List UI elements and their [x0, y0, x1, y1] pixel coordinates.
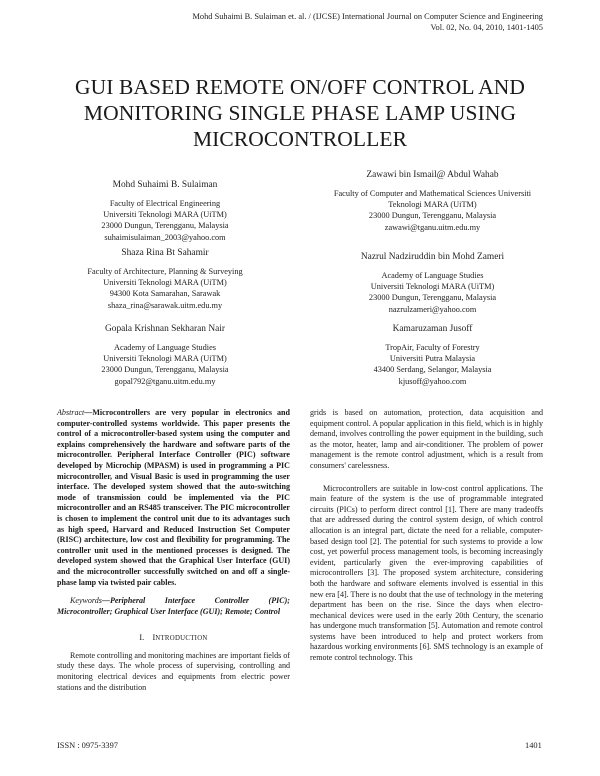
- page-number: 1401: [525, 741, 542, 750]
- author-affiliation: Teknologi MARA (UiTM): [388, 200, 477, 210]
- author-affiliation: Faculty of Electrical Engineering: [109, 199, 221, 208]
- footer-issn: ISSN : 0975-3397: [57, 741, 118, 750]
- author-affiliation: Universiti Teknologi MARA (UiTM): [103, 210, 227, 220]
- author-name: Mohd Suhaimi B. Sulaiman: [112, 180, 218, 190]
- author-name: Kamaruzaman Jusoff: [392, 324, 473, 334]
- abstract: [57, 408, 290, 588]
- author-address: 43400 Serdang, Selangor, Malaysia: [373, 365, 492, 375]
- section-title-rest: NTRODUCTION: [155, 635, 208, 643]
- keywords-text: Peripheral Interface Controller (PIC); Microcontroller; Graphical User Interface (GUI); Remote; Control: [57, 596, 290, 616]
- author-affiliation: Faculty of Computer and Mathematical Sciences Universiti: [333, 189, 532, 198]
- section-heading-introduction: [57, 633, 290, 645]
- author-name: Zawawi bin Ismail@ Abdul Wahab: [366, 170, 499, 180]
- left-column: [57, 408, 290, 693]
- author-affiliation: Academy of Language Studies: [113, 343, 217, 352]
- author-email: shaza_rina@sarawak.uitm.edu.my: [107, 300, 223, 310]
- title-line-2: MONITORING SINGLE PHASE LAMP USING: [83, 101, 517, 125]
- author-email: suhaimisulaiman_2003@yahoo.com: [104, 232, 226, 242]
- keywords-label: Keywords: [70, 596, 102, 606]
- author-address: 23000 Dungun, Terengganu, Malaysia: [101, 365, 229, 375]
- running-header: [23, 11, 543, 33]
- intro-paragraph: Remote controlling and monitoring machines are important fields of study these days. The whole process of supervising, controlling and monitoring electrical devices and equipments from electric power stations and the distribution: [57, 650, 290, 692]
- author-affiliation: Universiti Putra Malaysia: [389, 354, 476, 364]
- author-affiliation: Academy of Language Studies: [381, 271, 484, 280]
- author-address: 94300 Kota Samarahan, Sarawak: [109, 289, 221, 299]
- header-volume-line: Vol. 02, No. 04, 2010, 1401-1405: [430, 23, 543, 32]
- author-email: nazrulzameri@yahoo.com: [388, 304, 477, 314]
- header-journal-line: Mohd Suhaimi B. Sulaiman et. al. / (IJCSE) International Journal on Computer Science and Engineering: [192, 12, 543, 21]
- author-block-6: [305, 323, 560, 387]
- body-paragraph: Microcontrollers are suitable in low-cost control applications. The main feature of the system is the use of programmable integrated circuits (PICs) to perform direct control [1]. There are many tradeoffs that are addressed during the control system design, of which control allocation is an integral part, dictate the need for a reliable, computer-based design tool [2]. The potential for such systems to provide a low cost, yet powerful process management tools, is becoming increasingly evident, particularly given the ever-improving capabilities of microcontrollers [3]. The proposed system architecture, considering both the hardware and software elements involved is essential in this new era [4]. There is no doubt that the use of technology in the metering department has been on the rise. Since the days when electro-mechanical devices were used in the early 20th Century, the scenario has undergone much transformation [5]. Automation and remote control systems have been introduced to help and protect workers from hazardous working environments [6]. SMS technology is an example of remote control technology. This: [310, 483, 543, 663]
- author-block-2: [300, 169, 565, 233]
- author-block-1: [40, 179, 290, 243]
- right-column: [310, 408, 543, 664]
- author-block-5: [40, 323, 290, 387]
- section-numeral: I.: [139, 633, 145, 643]
- author-block-4: [305, 251, 560, 315]
- author-affiliation: Universiti Teknologi MARA (UiTM): [103, 354, 227, 364]
- author-address: 23000 Dungun, Terengganu, Malaysia: [368, 293, 497, 303]
- author-address: 23000 Dungun, Terengganu, Malaysia: [101, 221, 229, 231]
- author-email: gopal792@tganu.uitm.edu.my: [114, 376, 216, 386]
- keywords: Keywords—Peripheral Interface Controller (PIC); Microcontroller; Graphical User Interface (GUI); Remote; Control: [57, 596, 290, 616]
- author-email: kjusoff@yahoo.com: [398, 376, 467, 386]
- author-name: Nazrul Nadziruddin bin Mohd Zameri: [360, 252, 505, 262]
- author-block-3: [40, 247, 290, 311]
- section-title-initial: I: [152, 633, 156, 643]
- author-affiliation: TropAir, Faculty of Forestry: [385, 343, 480, 352]
- author-affiliation: Faculty of Architecture, Planning & Surveying: [87, 267, 243, 276]
- author-address: 23000 Dungun, Terengganu, Malaysia: [368, 211, 497, 221]
- title-line-3: MICROCONTROLLER: [192, 127, 408, 151]
- paper-title: [40, 74, 560, 152]
- author-name: Shaza Rina Bt Sahamir: [121, 248, 209, 258]
- author-affiliation: Universiti Teknologi MARA (UiTM): [370, 282, 495, 292]
- abstract-label: Abstract: [57, 408, 85, 417]
- body-paragraph: grids is based on automation, protection, data acquisition and equipment control. A popular application in this field, which is in highly demand, involves controlling the power equipment in the building, such as the motor, heater, lamp and air-conditioner. The problem of power management is the remote control adjustment, which is a result from consumers' carelessness.: [310, 408, 543, 470]
- author-email: zawawi@tganu.uitm.edu.my: [384, 222, 481, 232]
- title-line-1: GUI BASED REMOTE ON/OFF CONTROL AND: [74, 75, 526, 99]
- author-affiliation: Universiti Teknologi MARA (UiTM): [103, 278, 227, 288]
- author-name: Gopala Krishnan Sekharan Nair: [104, 324, 225, 334]
- abstract-text: —Microcontrollers are very popular in electronics and computer-controlled systems worldwide. This paper presents the control of a microcontroller-based system using the computer and explains comprehensively the hardware and software parts of the microcontroller. Peripheral Interface Controller (PIC) software developed by Microchip (MPASM) is used in programming a PIC microcontroller, and Visual Basic is used in programming the user interface. The developed system showed that the auto-switching mode of transmission could be implemented via the PIC microcontroller and an RS485 transceiver. The PIC microcontroller is chosen to implement the control unit due to its advantages such as high speed, Harvard and Reduced Instruction Set Computer (RISC) architecture, low cost and flexibility for programming. The controller unit used in the mentioned processes is designed. The developed system showed that the Graphical User Interface (GUI) and the microcontroller successfully switched on and off a single-phase lamp via twisted pair cables.: [57, 408, 290, 587]
